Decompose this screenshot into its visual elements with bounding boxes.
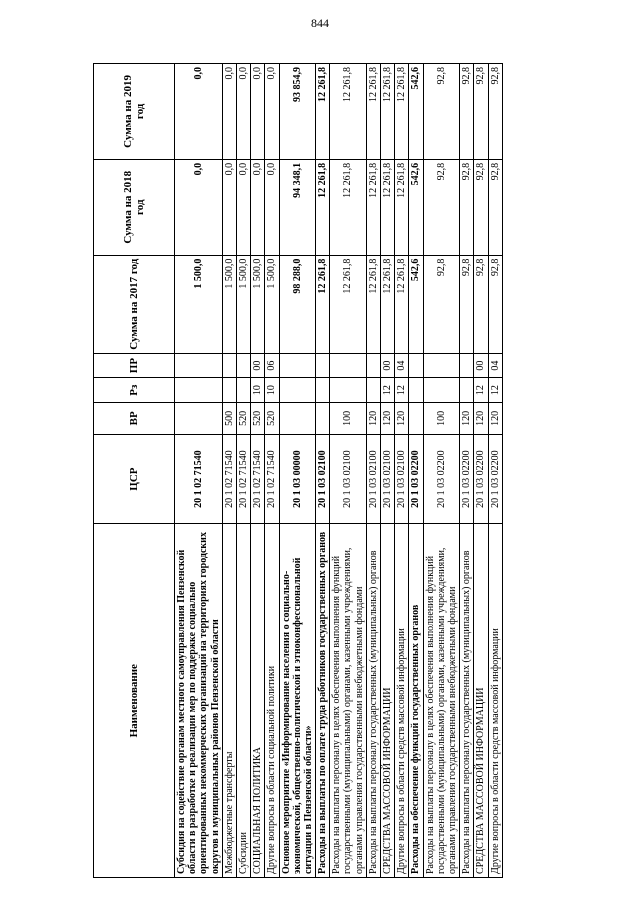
cell-name: Субсидии [236,524,250,878]
cell-pr [222,353,236,378]
cell-csr: 20 1 03 02200 [460,434,474,524]
cell-name: СОЦИАЛЬНАЯ ПОЛИТИКА [251,524,265,878]
header-csr: ЦСР [94,434,175,524]
cell-vr [175,402,223,434]
header-sum-2018: Сумма на 2018 год [94,159,175,255]
cell-sum-2018: 92,8 [488,159,502,255]
cell-pr: 06 [265,353,279,378]
cell-rz [279,378,316,403]
cell-pr [409,353,423,378]
cell-sum-2017: 92,8 [474,255,488,353]
cell-csr: 20 1 03 02100 [395,434,409,524]
cell-pr: 00 [381,353,395,378]
cell-rz [175,378,223,403]
cell-sum-2018: 542,6 [409,159,423,255]
cell-rz [366,378,380,403]
header-name: Наименование [94,524,175,878]
cell-pr: 00 [251,353,265,378]
table-row [460,64,474,878]
table-row [265,64,279,878]
table-row [222,64,236,878]
table-row [488,64,502,878]
cell-sum-2017: 12 261,8 [395,255,409,353]
cell-rz [236,378,250,403]
cell-name: Другие вопросы в области социальной политики [265,524,279,878]
cell-sum-2018: 0,0 [265,159,279,255]
cell-csr: 20 1 03 02200 [423,434,460,524]
cell-name: Расходы на выплаты персоналу государственных (муниципальных) органов [460,524,474,878]
budget-table [93,63,503,878]
table-row [236,64,250,878]
table-row [251,64,265,878]
cell-sum-2017: 1 500,0 [251,255,265,353]
header-sum-2017: Сумма на 2017 год [94,255,175,353]
cell-csr: 20 1 03 02100 [330,434,367,524]
cell-sum-2019: 92,8 [474,64,488,160]
cell-sum-2017: 92,8 [423,255,460,353]
cell-rz: 12 [488,378,502,403]
cell-name: СРЕДСТВА МАССОВОЙ ИНФОРМАЦИИ [381,524,395,878]
cell-pr [460,353,474,378]
cell-csr: 20 1 03 02200 [488,434,502,524]
cell-sum-2018: 12 261,8 [316,159,330,255]
table-row [175,64,223,878]
table-row [395,64,409,878]
cell-pr [366,353,380,378]
header-rz: Рз [94,378,175,403]
cell-sum-2017: 12 261,8 [366,255,380,353]
cell-pr: 00 [474,353,488,378]
cell-pr [330,353,367,378]
cell-sum-2017: 542,6 [409,255,423,353]
cell-rz [330,378,367,403]
cell-csr: 20 1 03 00000 [279,434,316,524]
cell-rz [423,378,460,403]
cell-csr: 20 1 03 02100 [366,434,380,524]
cell-name: Основное мероприятие «Информирование населения о социально-экономической, общественно-политической и этноконфессиональной ситуации в Пензенской области» [279,524,316,878]
cell-sum-2018: 92,8 [423,159,460,255]
cell-sum-2019: 0,0 [222,64,236,160]
cell-sum-2019: 92,8 [460,64,474,160]
cell-pr [279,353,316,378]
cell-pr [236,353,250,378]
cell-pr [423,353,460,378]
cell-name: Субсидия на содействие органам местного самоуправления Пензенской области в разработке и реализации мер по поддержке социально ориентированных некоммерческих организаций на территориях городских округов и муниципальных районов Пензенской области [175,524,223,878]
cell-sum-2019: 93 854,9 [279,64,316,160]
cell-sum-2019: 92,8 [423,64,460,160]
cell-sum-2018: 0,0 [236,159,250,255]
table-row [330,64,367,878]
cell-name: Расходы на выплаты персоналу государственных (муниципальных) органов [366,524,380,878]
cell-sum-2019: 0,0 [236,64,250,160]
cell-name: Расходы на выплаты по оплате труда работников государственных органов [316,524,330,878]
cell-sum-2019: 12 261,8 [330,64,367,160]
cell-name: Расходы на выплаты персоналу в целях обеспечения выполнения функций государственными (муниципальными) органами, казенными учреждениями, органами управления государственными внебюджетными фондами [423,524,460,878]
cell-csr: 20 1 02 71540 [265,434,279,524]
cell-sum-2017: 1 500,0 [175,255,223,353]
cell-csr: 20 1 02 71540 [222,434,236,524]
table-row [366,64,380,878]
cell-vr: 520 [251,402,265,434]
cell-name: Другие вопросы в области средств массовой информации [488,524,502,878]
cell-vr [279,402,316,434]
cell-sum-2018: 12 261,8 [381,159,395,255]
cell-vr: 100 [423,402,460,434]
cell-sum-2017: 12 261,8 [330,255,367,353]
cell-csr: 20 1 02 71540 [175,434,223,524]
cell-sum-2019: 542,6 [409,64,423,160]
page-number: 844 [311,16,329,30]
cell-sum-2018: 94 348,1 [279,159,316,255]
cell-vr: 120 [381,402,395,434]
table-row [381,64,395,878]
cell-sum-2018: 12 261,8 [330,159,367,255]
cell-sum-2018: 92,8 [474,159,488,255]
cell-name: Расходы на обеспечение функций государственных органов [409,524,423,878]
header-vr: ВР [94,402,175,434]
cell-vr: 120 [460,402,474,434]
cell-name: СРЕДСТВА МАССОВОЙ ИНФОРМАЦИИ [474,524,488,878]
cell-rz [222,378,236,403]
cell-csr: 20 1 03 02100 [381,434,395,524]
cell-csr: 20 1 03 02200 [474,434,488,524]
cell-sum-2017: 98 288,0 [279,255,316,353]
cell-sum-2017: 1 500,0 [236,255,250,353]
cell-csr: 20 1 02 71540 [251,434,265,524]
cell-vr: 120 [488,402,502,434]
cell-sum-2018: 0,0 [222,159,236,255]
cell-name: Другие вопросы в области средств массовой информации [395,524,409,878]
cell-sum-2018: 12 261,8 [395,159,409,255]
cell-sum-2019: 0,0 [251,64,265,160]
cell-vr: 120 [474,402,488,434]
cell-sum-2019: 12 261,8 [395,64,409,160]
cell-rz: 12 [395,378,409,403]
cell-vr: 520 [236,402,250,434]
cell-rz: 12 [381,378,395,403]
cell-vr [409,402,423,434]
cell-sum-2018: 12 261,8 [366,159,380,255]
cell-sum-2017: 12 261,8 [381,255,395,353]
table-row [316,64,330,878]
cell-sum-2017: 1 500,0 [222,255,236,353]
cell-csr: 20 1 03 02200 [409,434,423,524]
table-row [474,64,488,878]
cell-sum-2018: 0,0 [251,159,265,255]
cell-pr: 04 [488,353,502,378]
cell-vr: 120 [366,402,380,434]
cell-sum-2019: 12 261,8 [316,64,330,160]
cell-vr: 500 [222,402,236,434]
cell-sum-2017: 12 261,8 [316,255,330,353]
rotated-table-container [93,63,583,878]
table-row [423,64,460,878]
cell-csr: 20 1 03 02100 [316,434,330,524]
cell-sum-2019: 12 261,8 [366,64,380,160]
table-row [409,64,423,878]
cell-vr [316,402,330,434]
cell-sum-2017: 92,8 [460,255,474,353]
cell-rz [409,378,423,403]
header-pr: ПР [94,353,175,378]
table-row [279,64,316,878]
cell-sum-2019: 0,0 [265,64,279,160]
cell-pr [175,353,223,378]
cell-sum-2019: 12 261,8 [381,64,395,160]
header-sum-2019: Сумма на 2019 год [94,64,175,160]
cell-csr: 20 1 02 71540 [236,434,250,524]
cell-name: Расходы на выплаты персоналу в целях обеспечения выполнения функций государственными (муниципальными) органами, казенными учреждениями, органами управления государственными внебюджетными фондами [330,524,367,878]
cell-sum-2017: 92,8 [488,255,502,353]
cell-rz: 10 [251,378,265,403]
cell-name: Межбюджетные трансферты [222,524,236,878]
header-row [94,64,175,878]
cell-pr: 04 [395,353,409,378]
table-body [175,64,503,878]
cell-sum-2018: 92,8 [460,159,474,255]
cell-vr: 100 [330,402,367,434]
cell-vr: 120 [395,402,409,434]
cell-rz [460,378,474,403]
cell-sum-2017: 1 500,0 [265,255,279,353]
cell-rz [316,378,330,403]
cell-sum-2019: 92,8 [488,64,502,160]
cell-vr: 520 [265,402,279,434]
cell-pr [316,353,330,378]
cell-sum-2018: 0,0 [175,159,223,255]
cell-rz: 12 [474,378,488,403]
cell-sum-2019: 0,0 [175,64,223,160]
cell-rz: 10 [265,378,279,403]
